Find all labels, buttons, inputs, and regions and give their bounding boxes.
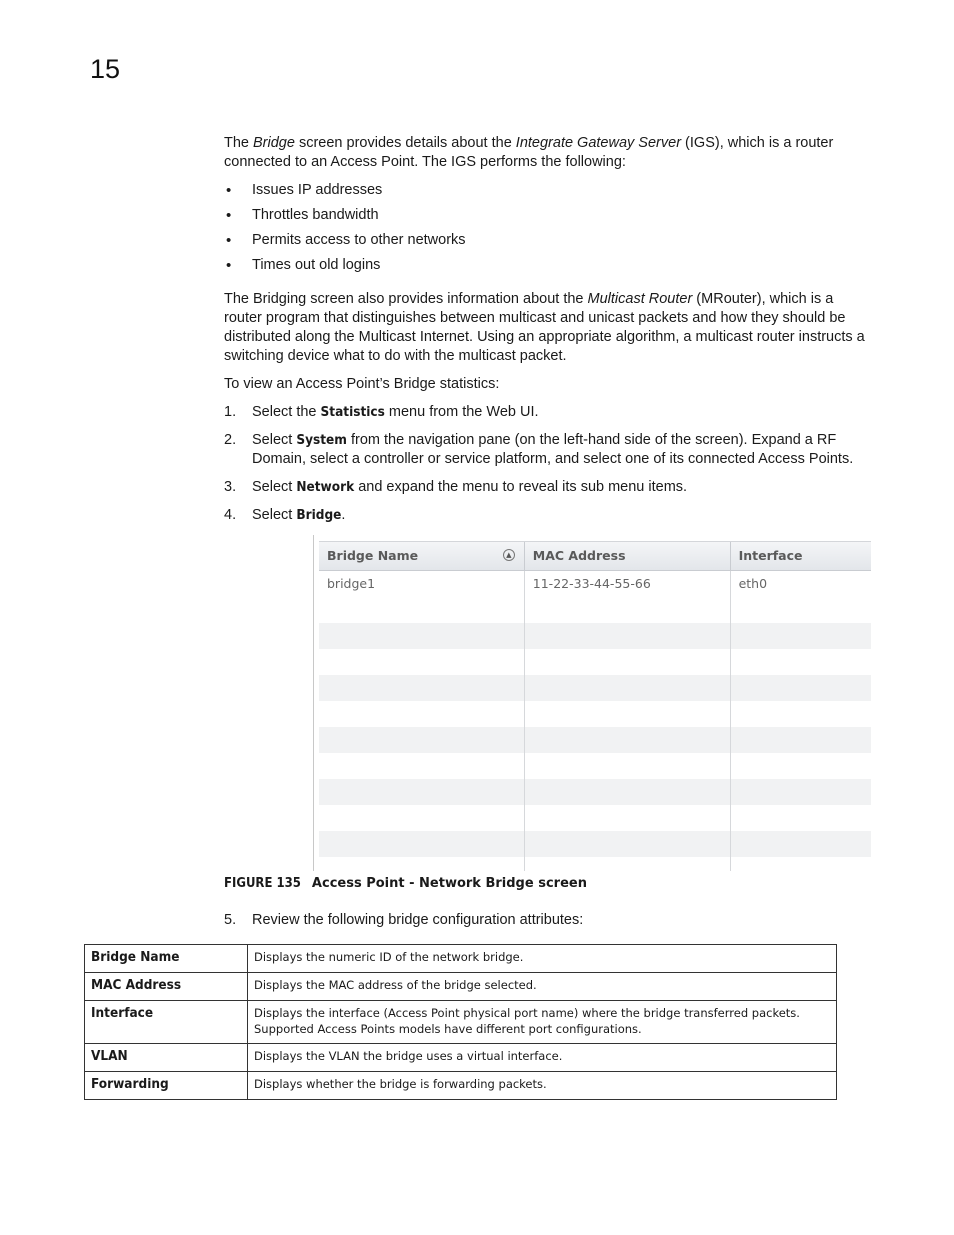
step-item (224, 403, 874, 422)
bullet-icon: • (226, 257, 232, 274)
empty-row (319, 857, 871, 871)
empty-cell (319, 727, 525, 753)
column-header-label: Bridge Name (327, 548, 419, 563)
empty-cell (525, 857, 731, 871)
list-item-text: Throttles bandwidth (252, 207, 379, 223)
step-item (224, 478, 874, 497)
attribute-description: Displays the numeric ID of the network bridge. (248, 945, 837, 973)
intro-paragraph (224, 134, 874, 172)
bullet-icon: • (226, 232, 232, 249)
empty-cell (525, 779, 731, 805)
empty-row (319, 701, 871, 727)
step-number: 3. (224, 479, 237, 495)
empty-cell (731, 675, 871, 701)
intro-term-igs: Integrate Gateway Server (515, 135, 682, 151)
empty-cell (319, 779, 525, 805)
attribute-name: Interface (85, 1001, 248, 1044)
mrouter-paragraph (224, 290, 874, 366)
empty-cell (525, 675, 731, 701)
attribute-name: Forwarding (85, 1072, 248, 1100)
para-text: (MRouter), which is a router program that distinguishes between multicast and unicast packets and how they should be distributed along the Multicast Internet. Using an appropriate algorithm, a multicast router instructs a switching device what to do with the multicast packet. (224, 291, 865, 364)
step-item (224, 912, 583, 928)
list-item-text: Permits access to other networks (252, 232, 466, 248)
empty-cell (319, 805, 525, 831)
empty-cell (525, 831, 731, 857)
list-item (224, 231, 874, 256)
empty-row (319, 753, 871, 779)
attribute-description: Displays the interface (Access Point physical port name) where the bridge transferred packets. Supported Access Points models have different port configurations. (248, 1001, 837, 1044)
table-row (85, 1001, 837, 1044)
ui-term: System (296, 432, 347, 448)
column-header-interface[interactable] (731, 542, 871, 570)
ui-term: Statistics (320, 404, 385, 420)
step-text: menu from the Web UI. (384, 404, 539, 420)
empty-cell (525, 701, 731, 727)
bullet-icon: • (226, 207, 232, 224)
bridge-screen-screenshot (313, 535, 871, 871)
table-row (85, 973, 837, 1001)
empty-cell (525, 753, 731, 779)
table-row[interactable] (319, 571, 871, 597)
cell-interface: eth0 (731, 571, 871, 597)
column-header-label: MAC Address (532, 548, 626, 563)
step-text: and expand the menu to reveal its sub menu items. (354, 479, 688, 495)
empty-cell (731, 857, 871, 871)
step-text: from the navigation pane (on the left-hand side of the screen). Expand a RF Domain, select a controller or service platform, and select one of its connected Access Points. (252, 432, 854, 467)
empty-cell (731, 623, 871, 649)
attribute-description: Displays the VLAN the bridge uses a virtual interface. (248, 1044, 837, 1072)
empty-cell (319, 649, 525, 675)
empty-cell (319, 753, 525, 779)
attribute-name: Bridge Name (85, 945, 248, 973)
intro-text: (IGS), which is a router connected to an Access Point. The IGS performs the following: (224, 135, 834, 170)
list-item (224, 256, 874, 281)
column-header-mac-address[interactable] (525, 542, 731, 570)
table-row (85, 1044, 837, 1072)
list-item-text: Issues IP addresses (252, 182, 383, 198)
empty-row (319, 623, 871, 649)
list-item (224, 181, 874, 206)
empty-cell (319, 675, 525, 701)
empty-cell (731, 753, 871, 779)
empty-cell (731, 831, 871, 857)
empty-row (319, 831, 871, 857)
attribute-name: MAC Address (85, 973, 248, 1001)
attribute-description: Displays the MAC address of the bridge selected. (248, 973, 837, 1001)
para-text: The Bridging screen also provides information about the (224, 291, 588, 307)
intro-term-bridge: Bridge (253, 135, 295, 151)
column-header-bridge-name[interactable] (319, 542, 525, 570)
attributes-table (84, 944, 837, 1100)
figure-caption-text: Access Point - Network Bridge screen (311, 876, 587, 891)
figure-label: FIGURE 135 (224, 876, 301, 891)
step-number: 1. (224, 404, 237, 420)
empty-cell (525, 805, 731, 831)
empty-row (319, 675, 871, 701)
step-number: 4. (224, 507, 237, 523)
empty-row (319, 597, 871, 623)
empty-row (319, 779, 871, 805)
step-text: Select the (252, 404, 321, 420)
empty-cell (731, 727, 871, 753)
empty-row (319, 805, 871, 831)
step-number: 5. (224, 912, 237, 928)
empty-cell (319, 857, 525, 871)
sort-ascending-icon[interactable]: ▲ (503, 549, 515, 561)
attribute-name: VLAN (85, 1044, 248, 1072)
instructions-intro: To view an Access Point’s Bridge statistics: (224, 376, 500, 392)
step-item (224, 431, 874, 469)
ui-term: Bridge (296, 507, 342, 523)
empty-cell (731, 805, 871, 831)
list-item-text: Times out old logins (252, 257, 381, 273)
empty-cell (525, 623, 731, 649)
attribute-description: Displays whether the bridge is forwarding packets. (248, 1072, 837, 1100)
empty-cell (731, 597, 871, 623)
step-text: Select (252, 479, 297, 495)
step-number: 2. (224, 432, 237, 448)
cell-bridge-name: bridge1 (319, 571, 525, 597)
empty-cell (525, 649, 731, 675)
step-text: Select (252, 507, 297, 523)
empty-cell (731, 779, 871, 805)
body-content (224, 134, 874, 534)
chapter-number: 15 (90, 54, 121, 84)
empty-cell (731, 701, 871, 727)
list-item (224, 206, 874, 231)
steps-list (224, 403, 874, 525)
bridge-grid (319, 541, 871, 871)
ui-term: Network (296, 479, 355, 495)
term-mrouter: Multicast Router (587, 291, 693, 307)
empty-cell (525, 597, 731, 623)
intro-text: screen provides details about the (294, 135, 516, 151)
table-row (85, 1072, 837, 1100)
step-text: Review the following bridge configuration attributes: (252, 912, 584, 928)
empty-row (319, 649, 871, 675)
intro-text: The (224, 135, 254, 151)
bullet-icon: • (226, 182, 232, 199)
empty-cell (319, 701, 525, 727)
empty-cell (525, 727, 731, 753)
empty-row (319, 727, 871, 753)
step-text: Select (252, 432, 297, 448)
empty-cell (731, 649, 871, 675)
cell-mac-address: 11-22-33-44-55-66 (525, 571, 731, 597)
table-row (85, 945, 837, 973)
empty-cell (319, 597, 525, 623)
figure-caption (224, 875, 587, 891)
empty-cell (319, 623, 525, 649)
igs-functions-list (224, 181, 874, 281)
column-header-label: Interface (738, 548, 803, 563)
step-text: . (341, 507, 346, 523)
empty-cell (319, 831, 525, 857)
grid-header (319, 541, 871, 571)
step-item (224, 506, 874, 525)
